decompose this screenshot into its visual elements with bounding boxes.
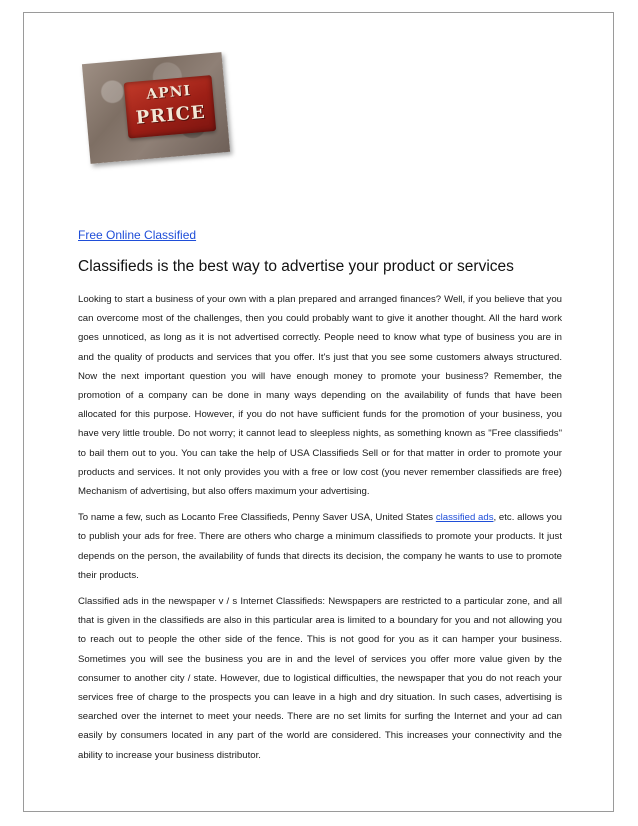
- paragraph-2: [78, 508, 562, 585]
- logo-text-price: PRICE: [134, 101, 207, 129]
- logo-text-apni: APNI: [145, 82, 192, 103]
- paragraph-2-text-after: , etc. allows you to publish your ads for free. There are others who charge a minimum classifieds to promote your products. It just depends on the person, the availability of funds that directs its decision, the company he wants to use to promote their products.: [78, 512, 562, 581]
- paragraph-2-text-before: To name a few, such as Locanto Free Classifieds, Penny Saver USA, United States: [78, 512, 436, 524]
- classified-ads-link[interactable]: classified ads: [435, 512, 494, 524]
- paragraph-3: Classified ads in the newspaper v / s Internet Classifieds: Newspapers are restricted to a particular zone, and all that is given in the classifieds are also in this particular area is limited to a boundary for you and not allowing you to reach out to people the other side of the fence. This is not good for you as it can hamper your business. Sometimes you will see the business you are in and the level of services you offer more value given by the consumer to another city / state. However, due to logistical difficulties, the newspaper that you do not reach your services free of charge to the prospects you can leave in a high and dry situation. In such cases, advertising is searched over the internet to meet your needs. There are no set limits for surfing the Internet and your ad can easily by consumers located in any part of the world are considered. This increases your connectivity and the ability to increase your business distributor.: [78, 596, 562, 761]
- article-body: [78, 290, 562, 772]
- paragraph-1: Looking to start a business of your own with a plan prepared and arranged finances? Well, if you believe that you can overcome most of the challenges, then you could probably want to give it another thought. All the hard work goes unnoticed, as long as it is not advertised correctly. People need to know what type of business you are in and the quality of products and services that you offer. It's just that you see some customers always structured. Now the next important question you will have enough money to promote your business? Remember, the promotion of a company can be done in many ways depending on the availability of funds that have been allocated for this purpose. However, if you do not have sufficient funds for the promotion of your business, you have very little trouble. Do not worry; it cannot lead to sleepless nights, as something known as "Free classifieds" to bail them out to you. You can take the help of USA Classifieds Sell or for that matter in order to promote your products and services. It not only provides you with a free or low cost (you never remember classifieds are free) Mechanism of advertising, but also offers maximum your advertising.: [78, 294, 562, 498]
- article-heading: Classifieds is the best way to advertise your product or services: [78, 258, 514, 275]
- logo-plate: [124, 75, 217, 138]
- apni-price-logo: [82, 52, 230, 164]
- free-online-classified-link[interactable]: Free Online Classified: [78, 228, 197, 242]
